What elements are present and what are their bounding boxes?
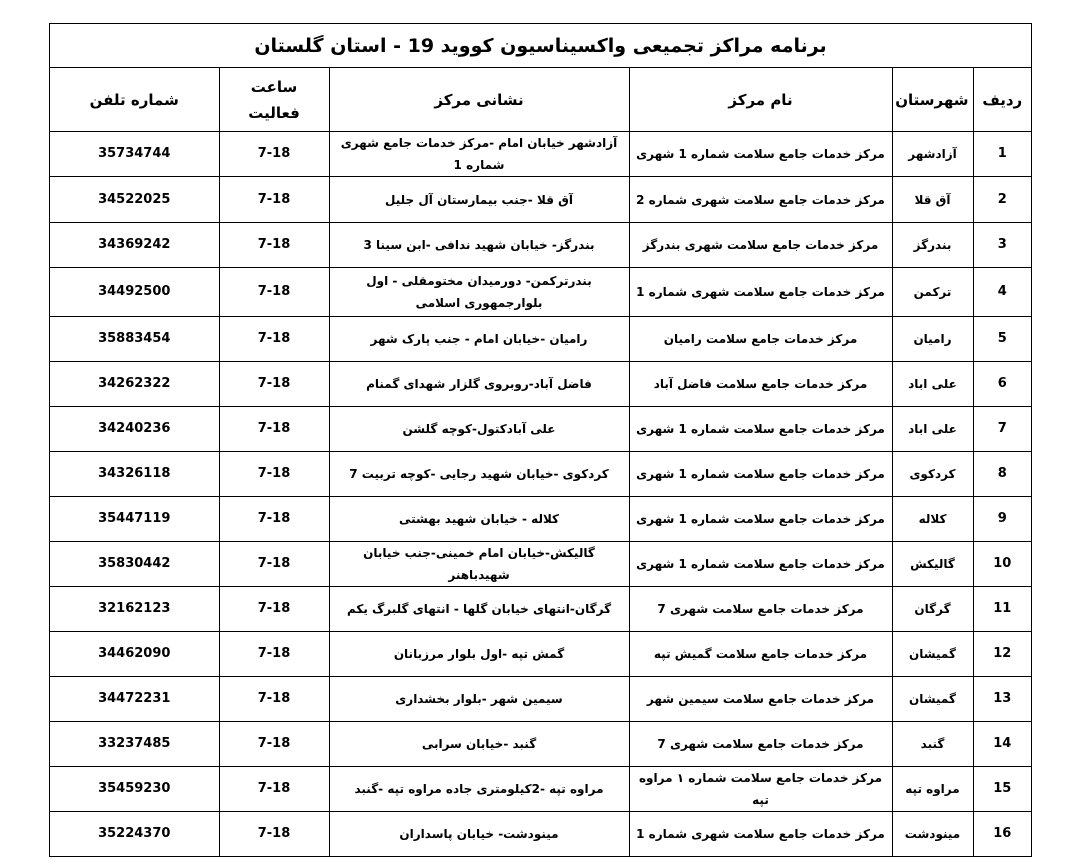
table-row — [50, 767, 1031, 812]
address-cell: آق قلا -جنب بیمارستان آل جلیل — [329, 177, 629, 223]
address-cell: مینودشت- خیابان پاسداران — [329, 812, 629, 857]
phone-cell: 35224370 — [50, 812, 219, 857]
table-row — [50, 362, 1031, 407]
header-phone: شماره تلفن — [50, 68, 219, 132]
center-name-cell: مرکز خدمات جامع سلامت شهری شماره 2 — [629, 177, 892, 223]
phone-cell: 34492500 — [50, 268, 219, 317]
address-cell: بندرترکمن- دورمیدان مختومقلی - اول بلوارجمهوری اسلامی — [329, 268, 629, 317]
city-cell: کلاله — [892, 497, 973, 542]
hours-cell: 7-18 — [219, 317, 329, 362]
phone-cell: 34369242 — [50, 223, 219, 268]
hours-cell: 7-18 — [219, 767, 329, 812]
center-name-cell: مرکز خدمات جامع سلامت شهری شماره 1 — [629, 812, 892, 857]
header-center-name: نام مرکز — [629, 68, 892, 132]
city-cell: گالیکش — [892, 542, 973, 587]
phone-cell: 33237485 — [50, 722, 219, 767]
phone-cell: 34522025 — [50, 177, 219, 223]
city-cell: آق قلا — [892, 177, 973, 223]
phone-cell: 34240236 — [50, 407, 219, 452]
hours-cell: 7-18 — [219, 132, 329, 177]
table-row — [50, 317, 1031, 362]
header-city: شهرستان — [892, 68, 973, 132]
city-cell: مینودشت — [892, 812, 973, 857]
phone-cell: 35447119 — [50, 497, 219, 542]
address-cell: سیمین شهر -بلوار بخشداری — [329, 677, 629, 722]
header-address: نشانی مرکز — [329, 68, 629, 132]
table-row — [50, 542, 1031, 587]
city-cell: مراوه تپه — [892, 767, 973, 812]
center-name-cell: مرکز خدمات جامع سلامت شماره 1 شهری — [629, 497, 892, 542]
phone-cell: 34326118 — [50, 452, 219, 497]
city-cell: گنبد — [892, 722, 973, 767]
center-name-cell: مرکز خدمات جامع سلامت شماره ۱ مراوه تپه — [629, 767, 892, 812]
row-number-cell: 14 — [973, 722, 1031, 767]
table-row — [50, 632, 1031, 677]
center-name-cell: مرکز خدمات جامع سلامت شهری 7 — [629, 587, 892, 632]
table-header-row — [50, 68, 1031, 132]
center-name-cell: مرکز خدمات جامع سلامت رامیان — [629, 317, 892, 362]
table-row — [50, 407, 1031, 452]
phone-cell: 35459230 — [50, 767, 219, 812]
address-cell: گنبد -خیابان سرابی — [329, 722, 629, 767]
row-number-cell: 7 — [973, 407, 1031, 452]
table-row — [50, 223, 1031, 268]
row-number-cell: 2 — [973, 177, 1031, 223]
row-number-cell: 10 — [973, 542, 1031, 587]
address-cell: بندرگز- خیابان شهید ندافی -ابن سینا 3 — [329, 223, 629, 268]
hours-cell: 7-18 — [219, 542, 329, 587]
hours-cell: 7-18 — [219, 177, 329, 223]
row-number-cell: 3 — [973, 223, 1031, 268]
address-cell: آزادشهر خیابان امام -مرکز خدمات جامع شهری شماره 1 — [329, 132, 629, 177]
document-title: برنامه مراکز تجمیعی واکسیناسیون کووید 19 - استان گلستان — [50, 23, 1031, 68]
row-number-cell: 5 — [973, 317, 1031, 362]
hours-cell: 7-18 — [219, 268, 329, 317]
table-body — [50, 132, 1031, 857]
center-name-cell: مرکز خدمات جامع سلامت سیمین شهر — [629, 677, 892, 722]
center-name-cell: مرکز خدمات جامع سلامت گمیش تپه — [629, 632, 892, 677]
center-name-cell: مرکز خدمات جامع سلامت شهری شماره 1 — [629, 268, 892, 317]
row-number-cell: 1 — [973, 132, 1031, 177]
hours-cell: 7-18 — [219, 812, 329, 857]
table-row — [50, 268, 1031, 317]
city-cell: رامیان — [892, 317, 973, 362]
address-cell: گرگان-انتهای خیابان گلها - انتهای گلبرگ یکم — [329, 587, 629, 632]
hours-cell: 7-18 — [219, 677, 329, 722]
center-name-cell: مرکز خدمات جامع سلامت شهری 7 — [629, 722, 892, 767]
center-name-cell: مرکز خدمات جامع سلامت شهری بندرگز — [629, 223, 892, 268]
hours-cell: 7-18 — [219, 632, 329, 677]
table-row — [50, 497, 1031, 542]
address-cell: کردکوی -خیابان شهید رجایی -کوچه تربیت 7 — [329, 452, 629, 497]
center-name-cell: مرکز خدمات جامع سلامت شماره 1 شهری — [629, 132, 892, 177]
phone-cell: 35734744 — [50, 132, 219, 177]
row-number-cell: 15 — [973, 767, 1031, 812]
center-name-cell: مرکز خدمات جامع سلامت شماره 1 شهری — [629, 407, 892, 452]
hours-cell: 7-18 — [219, 497, 329, 542]
phone-cell: 35830442 — [50, 542, 219, 587]
city-cell: ترکمن — [892, 268, 973, 317]
header-hours: ساعت فعالیت — [219, 68, 329, 132]
address-cell: گمش تپه -اول بلوار مرزبانان — [329, 632, 629, 677]
hours-cell: 7-18 — [219, 722, 329, 767]
city-cell: آزادشهر — [892, 132, 973, 177]
header-row-number: ردیف — [973, 68, 1031, 132]
row-number-cell: 9 — [973, 497, 1031, 542]
city-cell: علی اباد — [892, 362, 973, 407]
hours-cell: 7-18 — [219, 587, 329, 632]
row-number-cell: 4 — [973, 268, 1031, 317]
table-row — [50, 812, 1031, 857]
city-cell: کردکوی — [892, 452, 973, 497]
city-cell: گرگان — [892, 587, 973, 632]
address-cell: گالیکش-خیابان امام خمینی-جنب خیابان شهیدباهنر — [329, 542, 629, 587]
row-number-cell: 16 — [973, 812, 1031, 857]
hours-cell: 7-18 — [219, 362, 329, 407]
city-cell: علی اباد — [892, 407, 973, 452]
table-row — [50, 177, 1031, 223]
address-cell: مراوه تپه -2کیلومتری جاده مراوه تپه -گنبد — [329, 767, 629, 812]
center-name-cell: مرکز خدمات جامع سلامت شماره 1 شهری — [629, 452, 892, 497]
city-cell: بندرگز — [892, 223, 973, 268]
row-number-cell: 6 — [973, 362, 1031, 407]
table-row — [50, 722, 1031, 767]
table-row — [50, 587, 1031, 632]
table-row — [50, 677, 1031, 722]
address-cell: علی آبادکتول-کوچه گلشن — [329, 407, 629, 452]
center-name-cell: مرکز خدمات جامع سلامت شماره 1 شهری — [629, 542, 892, 587]
city-cell: گمیشان — [892, 632, 973, 677]
address-cell: کلاله - خیابان شهید بهشتی — [329, 497, 629, 542]
city-cell: گمیشان — [892, 677, 973, 722]
hours-cell: 7-18 — [219, 407, 329, 452]
schedule-document — [49, 23, 1032, 857]
row-number-cell: 12 — [973, 632, 1031, 677]
address-cell: رامیان -خیابان امام - جنب پارک شهر — [329, 317, 629, 362]
hours-cell: 7-18 — [219, 452, 329, 497]
phone-cell: 32162123 — [50, 587, 219, 632]
phone-cell: 34462090 — [50, 632, 219, 677]
row-number-cell: 13 — [973, 677, 1031, 722]
centers-table — [50, 68, 1031, 857]
row-number-cell: 8 — [973, 452, 1031, 497]
phone-cell: 34262322 — [50, 362, 219, 407]
phone-cell: 34472231 — [50, 677, 219, 722]
address-cell: فاضل آباد-روبروی گلزار شهدای گمنام — [329, 362, 629, 407]
table-row — [50, 452, 1031, 497]
table-row — [50, 132, 1031, 177]
center-name-cell: مرکز خدمات جامع سلامت فاضل آباد — [629, 362, 892, 407]
phone-cell: 35883454 — [50, 317, 219, 362]
row-number-cell: 11 — [973, 587, 1031, 632]
hours-cell: 7-18 — [219, 223, 329, 268]
